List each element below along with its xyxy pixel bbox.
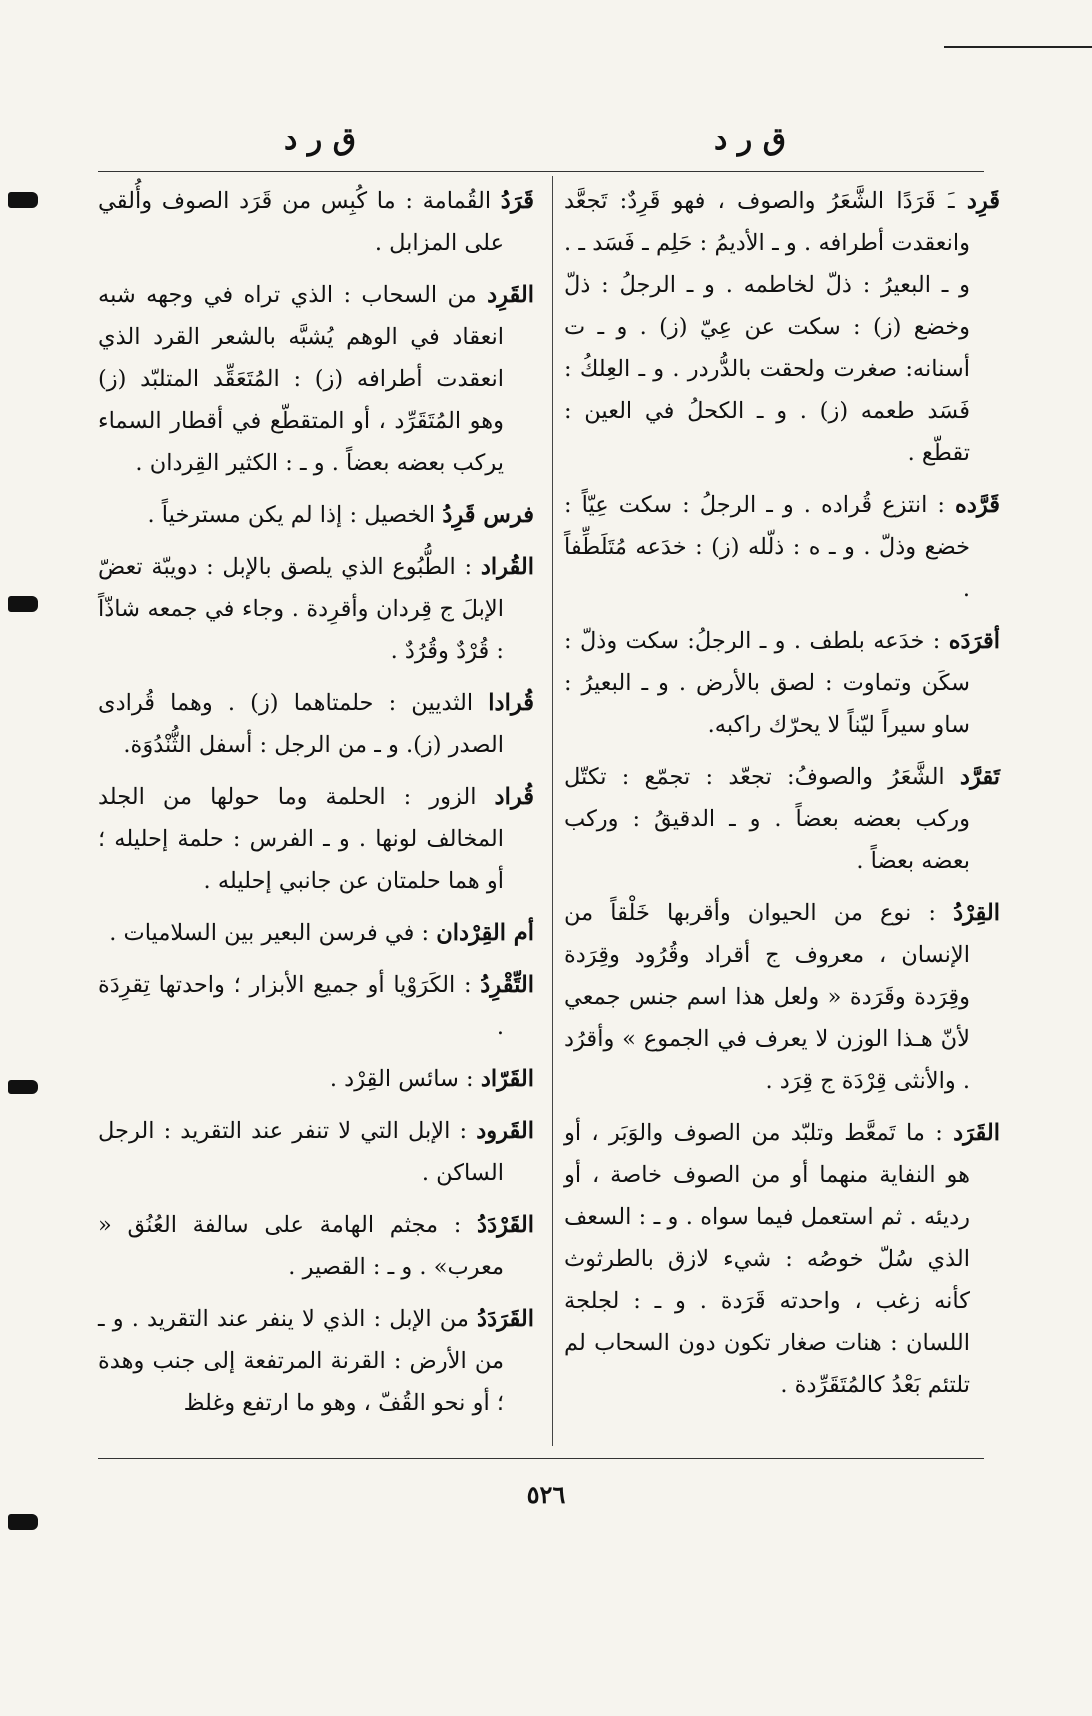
- headword: القَرْدَدُ: [477, 1212, 534, 1238]
- headword: أم القِرْدان: [436, 920, 534, 946]
- headword: القِرْدُ: [953, 900, 1000, 926]
- header-root-right: ق ر د: [713, 122, 786, 157]
- page-number: ٥٢٦: [526, 1480, 566, 1509]
- headword: القَرَد: [953, 1120, 1000, 1146]
- headword: التِّقْرِدُ: [480, 972, 534, 998]
- definition: من الإبل : الذي لا ينفر عند التقريد . و ـ من الأرض : القرنة المرتفعة إلى جنب وهدة ؛ أو نحو القُفّ ، وهو ما ارتفع وغلظ: [98, 1306, 504, 1416]
- dictionary-entry: [98, 274, 534, 484]
- dictionary-entry: [98, 180, 534, 264]
- definition: الثديين : حلمتاهما (ز) . وهما قُرادى الصدر (ز). و ـ من الرجل : أسفل الثُّنْدُوَة.: [98, 690, 504, 758]
- definition: : ما تَمعَّط وتلبّد من الصوف والوَبَر ، أو هو النفاية منهما أو من الصوف خاصة ، أو رديئه . ثم استعمل فيما سواه . و ـ : السعف الذي سُلّ خوصُه : شيء لازق بالطرثوث كأنه زغب ، واحدته قَرَدة . و ـ : لجلجة اللسان : هنات صغار تكون دون السحاب لم تلتئم بَعْدُ كالمُتَقَرِّدة .: [564, 1120, 970, 1398]
- dictionary-entry: [98, 1110, 534, 1194]
- edge-mark: [8, 192, 38, 208]
- definition: ـَ قَرَدًا الشَّعَرُ والصوف ، فهو قَرِدٌ: تَجعَّد وانعقدت أطرافه . و ـ الأديمُ : حَلِم ـ فَسَد ـ . و ـ البعيرُ : ذلّ لخاطمه . و ـ الرجلُ : ذلّ وخضع (ز) : سكت عن عِيّ (ز) . و ـ ت أسنانه: صغرت ولحقت بالدُّردر . و ـ العِلكُ : فَسَد طعمه (ز) . و ـ الكحلُ في العين : تقطّع .: [564, 188, 970, 466]
- definition: من السحاب : الذي تراه في وجهه شبه انعقاد في الوهم يُشبَّه بالشعر القرد الذي انعقدت أطرافه (ز) : المُتَعَقِّد المتلبّد (ز) وهو المُتَقَرِّد ، أو المتقطّع في أقطار السماء يركب بعضه بعضاً . و ـ : الكثير القِردان .: [98, 282, 504, 476]
- dictionary-entry: [564, 892, 1000, 1102]
- definition: : نوع من الحيوان وأقربها خَلْقاً من الإنسان ، معروف ج أقراد وقُرُود وقِرَدة وقِرَدة وقَرَدة « ولعل هذا اسم جنس جمعي لأنّ هـذا الوزن لا يعرف في الجموع » وأقرُد . والأنثى قِرْدَة ج قِرَد .: [564, 900, 970, 1094]
- top-corner-rule: [944, 46, 1092, 48]
- dictionary-entry: [98, 964, 534, 1048]
- dictionary-entry: [98, 1204, 534, 1288]
- column-divider: [552, 176, 553, 1446]
- left-column: [98, 180, 534, 1442]
- definition: الشَّعَرُ والصوفُ: تجعّد : تجمّع : تكتّل وركب بعضه بعضاً . و ـ الدقيقُ : وركب بعضه بعضاً .: [564, 764, 970, 874]
- definition: : الطُّبُوع الذي يلصق بالإبل : دويبّة تعضّ الإبلَ ج قِردان وأقرِدة . وجاء في جمعه شاذّاً : قُرْدٌ وقُرُدٌ .: [98, 554, 504, 664]
- definition: الزور : الحلمة وما حولها من الجلد المخالف لونها . و ـ الفرس : حلمة إحليله ؛ أو هما حلمتان عن جانبي إحليله .: [98, 784, 504, 894]
- edge-mark: [8, 596, 38, 612]
- definition: الخصيل : إذا لم يكن مسترخياً .: [147, 502, 436, 528]
- dictionary-entry: [98, 1298, 534, 1424]
- headword: تَقرَّد: [959, 764, 1000, 790]
- definition: : مجثم الهامة على سالفة العُنُق « معرب» . و ـ : القصير .: [98, 1212, 504, 1280]
- page-header: [0, 122, 1092, 162]
- definition: : الكَرَوْيا أو جميع الأبزار ؛ واحدتها تِقرِدَة .: [98, 972, 504, 1040]
- definition: : الإبل التي لا تنفر عند التقريد : الرجل الساكن .: [98, 1118, 504, 1186]
- right-column: [564, 180, 1000, 1442]
- headword: القُراد: [480, 554, 535, 580]
- headword: القَرِد: [487, 282, 535, 308]
- headword: قَرَدُ: [500, 188, 534, 214]
- footer-rule: [98, 1458, 984, 1459]
- definition: : في فرسن البعير بين السلاميات .: [109, 920, 430, 946]
- dictionary-entry: [98, 776, 534, 902]
- headword: القَرَدَدُ: [477, 1306, 534, 1332]
- dictionary-entry: [564, 484, 1000, 610]
- dictionary-entry: [98, 494, 534, 536]
- dictionary-entry: [98, 1058, 534, 1100]
- definition: القُمامة : ما كُبِس من قَرَد الصوف وأُلقي على المزابل .: [98, 188, 504, 256]
- headword: قُراد: [494, 784, 534, 810]
- dictionary-entry: [564, 756, 1000, 882]
- headword: قَرَّده: [955, 492, 1001, 518]
- dictionary-entry: [98, 912, 534, 954]
- edge-mark: [8, 1514, 38, 1530]
- headword: القَرّاد: [480, 1066, 534, 1092]
- definition: : خدَعه بلطف . و ـ الرجلُ: سكت وذلّ : سكَن وتماوت : لصق بالأرض . و ـ البعيرُ : ساو سيراً ليّناً لا يحرّك راكبه.: [564, 628, 970, 738]
- headword: قُرادا: [488, 690, 534, 716]
- headword: القَرود: [476, 1118, 534, 1144]
- dictionary-entry: [564, 620, 1000, 746]
- header-rule: [98, 171, 984, 172]
- headword: فرس قَرِدُ: [442, 502, 534, 528]
- header-root-left: ق ر د: [283, 122, 356, 157]
- dictionary-entry: [564, 180, 1000, 474]
- edge-mark: [8, 1080, 38, 1094]
- definition: : سائس القِرْد .: [329, 1066, 474, 1092]
- dictionary-entry: [98, 546, 534, 672]
- headword: قَرِد: [966, 188, 1001, 214]
- dictionary-entry: [98, 682, 534, 766]
- headword: أقرَدَه: [948, 628, 1000, 654]
- definition: : انتزع قُراده . و ـ الرجلُ : سكت عِيّاً : خضع وذلّ . و ـ ه : ذلّله (ز) : خدَعه مُتَلَطِّفاً .: [564, 492, 970, 602]
- dictionary-entry: [564, 1112, 1000, 1406]
